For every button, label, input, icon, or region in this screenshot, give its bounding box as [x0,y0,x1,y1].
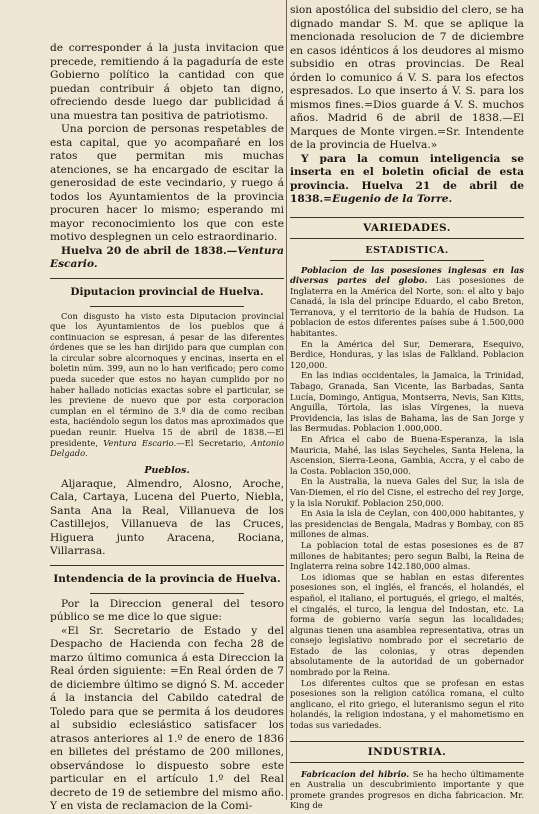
pueblos-label: Pueblos. [144,464,190,476]
paragraph-real-orden: «El Sr. Secretario de Estado y del Despacho de Hacienda con fecha 28 de marzo último comunica á esta Direccion la Real órden siguiente: =En Real órden de 7 de diciembre último se dignó S. M. acceder á la instancia del Cabildo catedral de Toledo para que se permita á los deudores al subsidio eclesiástico satisfacer los atrasos anteriores al 1.º de enero de 1836 en billetes del préstamo de 200 millones, observándose lo dispuesto sobre este particular en el artículo 1.º del Real decreto de 19 de setiembre del mismo año. Y en vista de reclamacion de la Comi- [50,624,284,813]
right-column [290,0,524,811]
paragraph-total: La poblacion total de estas posesiones es de 87 millones de habitantes; pero segun Balbi, la Reina de Inglaterra reina sobre 142.180,000 almas. [290,539,524,572]
signature-torre: Eugenio de la Torre. [332,193,453,205]
fabricacion-title: Fabricacion del hibrio. [301,768,410,779]
fabricacion-body: Se ha hecho últimamente en Australia un descubrimiento importante y que promete grandes progresos en dicha fabricacion. Mr. King de [290,768,524,811]
boletin-text: Y para la comun inteligencia se inserta en el boletin oficial de esta provincia. Huelva 21 de abril de 1838.= [290,152,524,205]
paragraph-cultos: Los diferentes cultos que se profesan en estas posesiones son la religion católica romana, el culto anglicano, el rito griego, el luteranismo segun el rito holandés, la religion indostana, y el mahometismo en todas sus variedades. [290,677,524,731]
left-column [50,0,284,813]
paragraph-boletin [290,153,524,207]
paragraph-australia: En la Australia, la nueva Gales del Sur, la isla de Van-Diemen, el rio del Cisne, el estrecho del rey Jorge, y la isla Norukif. Poblacion 250,000. [290,476,524,508]
paragraph-comision: sion apostólica del subsidio del clero, se ha dignado mandar S. M. que se aplique la mencionada resolucion de 7 de diciembre en casos idénticos á los deudores al mismo subsidio en otras provincias. De Real órden lo comunico á V. S. para los efectos espresados. Lo que inserto á V. S. para los mismos fines.=Dios guarde á V. S. muchos años. Madrid 6 de abril de 1838.—El Marques de Monte virgen.=Sr. Intendente de la provincia de Huelva.» [290,4,524,151]
signature-escario: Ventura Escario. [50,244,284,270]
signature-line-escario [50,245,284,272]
paragraph-idiomas: Los idiomas que se hablan en estas diferentes posesiones son, el inglés, el francés, el holandés, el español, el italiano, el portugués, el griego, el maltés, el cingalés, el turco, la lengua del Indostan, etc. La forma de gobierno varía segun las localidades; algunas tienen una asamblea representativa, otras un consejo legislativo nombrado por el secretario de Estado de las colonias, y otras dependen absolutamente de la autoridad de un gobernador nombrado por la Reina. [290,571,524,678]
subsection-estadistica: ESTADISTICA. [365,244,449,256]
paragraph-direccion: Por la Direccion general del tesoro público se me dice lo que sigue: [50,597,284,624]
paragraph-america-sur: En la América del Sur, Demerara, Esequivo, Berdice, Honduras, y las islas de Falkland. Poblacion 120,000. [290,338,524,370]
paragraph-fabricacion [290,769,524,811]
pueblos-list: Aljaraque, Almendro, Alosno, Aroche, Cala, Cartaya, Lucena del Puerto, Niebla, Santa Ana la Real, Villanueva de los Castillejos, Villanueva de las Cruces, Higuera junto Aracena, Rociana, Villarrasa. [50,477,284,558]
heading-underline [90,306,244,307]
paragraph-invitation: de corresponder á la justa invitacion que precede, remitiendo á la pagaduría de este Gobierno político la cantidad con que puedan contribuir á objeto tan digno, ofreciendo desde luego dar publicidad á una muestra tan positiva de patriotismo. [50,42,284,122]
poblacion-title: Poblacion de las posesiones inglesas en las diversas partes del globo. [290,264,524,286]
paragraph-indias: En las indias occidentales, la Jamaica, la Trinidad, Tabago, Granada, San Vicente, las Barbadas, Santa Lucía, Domingo, Antigua, Montserra, Nevis, San Kitts, Anguilla, Tórtola, las islas Vírgenes, la nueva Providencia, las islas de Bahama, las de San Jorge y las Bermudas. Poblacion 1.000,000. [290,370,524,434]
signature-secretary: Antonio Delgado. [50,437,284,459]
section-divider-2 [50,565,284,566]
paragraph-poblacion [290,265,524,339]
section-divider [50,278,284,279]
paragraph-diputacion [50,311,284,459]
heading-diputacion: Diputacion provincial de Huelva. [70,285,264,298]
subsection-underline [330,260,484,261]
subsection-industria: INDUSTRIA. [290,741,524,763]
diputacion-body: Con disgusto ha visto esta Diputacion provincial que los Ayuntamientos de los pueblos que á continuacion se espresan, á pesar de las diferentes órdenes que se les han dirijido para que cumplan con la circular sobre alcornoques y encinas, inserta en el boletin núm. 399, aun no lo han verificado; pero como pueda suceder que estos no hayan cumplido por no haber hallado noticias exactas sobre el particular, se les previene de nuevo que por esta corporacion cumplan en el término de 3.º dia de como reciban esta, haciéndolo segun los datos mas aproximados que puedan reunir. Huelva 15 de abril de 1838.—El presidente, [50,310,284,448]
section-variedades: VARIEDADES. [290,217,524,239]
poblacion-body: Las posesiones de Inglaterra en la América del Norte, son: el alto y bajo Canadá, la isla del príncipe Eduardo, el cabo Breton, Terranova, y el territorio de la bahía de Hudson. La poblacion de estos diferentes países sube á 1.500,000 habitantes. [290,275,524,339]
paragraph-africa: En Africa el cabo de Buena-Esperanza, la isla Mauricia, Mahé, las islas Seycheles, Santa Helena, la Ascension, Sierra-Leona, Gambia, Accra, y el cabo de la Costa. Poblacion 350,000. [290,434,524,476]
heading-intendencia: Intendencia de la provincia de Huelva. [53,572,281,585]
signature-president: Ventura Escario. [103,437,177,448]
paragraph-capital-persons: Una porcion de personas respetables de esta capital, que yo acompañaré en los ratos que permitan mis muchas atenciones, se ha encargado de escitar la generosidad de este vecindario, y ruego á todos los Ayuntamientos de la provincia procuren hacer lo mismo; esperando mi mayor reconocimiento los que con este motivo desplegnen un celo estraordinario. [50,123,284,243]
heading-underline-2 [90,593,244,594]
secretary-label: —El Secretario, [176,437,246,448]
column-rule [286,0,287,800]
date-line: Huelva 20 de abril de 1838.— [61,244,238,257]
paragraph-asia: En Asia la isla de Ceylan, con 400,000 habitantes, y las presidencias de Bengala, Madras y Bombay, con 85 millones de almas. [290,508,524,540]
